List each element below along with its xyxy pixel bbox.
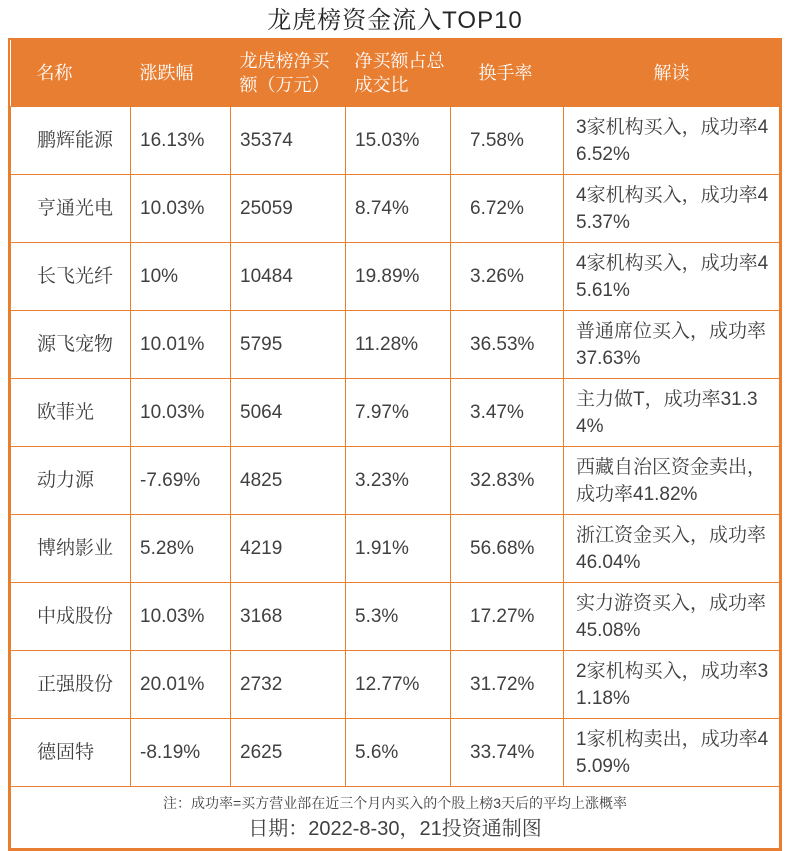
cell-turnover: 3.26% bbox=[451, 243, 564, 311]
cell-netbuy-ratio: 15.03% bbox=[346, 107, 451, 175]
cell-netbuy: 4825 bbox=[231, 447, 346, 515]
table-row bbox=[11, 515, 780, 583]
cell-turnover: 33.74% bbox=[451, 719, 564, 787]
table-row bbox=[11, 175, 780, 243]
cell-stock-name: 源飞宠物 bbox=[11, 311, 131, 379]
cell-comment: 浙江资金买入，成功率46.04% bbox=[564, 515, 780, 583]
footnote: 注：成功率=买方营业部在近三个月内买入的个股上榜3天后的平均上涨概率 bbox=[163, 795, 627, 811]
cell-comment: 2家机构买入，成功率31.18% bbox=[564, 651, 780, 719]
footer-row bbox=[11, 787, 780, 849]
cell-change: 10.03% bbox=[131, 583, 231, 651]
cell-comment: 实力游资买入，成功率45.08% bbox=[564, 583, 780, 651]
table-row bbox=[11, 107, 780, 175]
cell-netbuy-ratio: 11.28% bbox=[346, 311, 451, 379]
cell-netbuy-ratio: 5.3% bbox=[346, 583, 451, 651]
cell-netbuy: 5795 bbox=[231, 311, 346, 379]
cell-comment: 西藏自治区资金卖出，成功率41.82% bbox=[564, 447, 780, 515]
cell-netbuy-ratio: 12.77% bbox=[346, 651, 451, 719]
table-row bbox=[11, 447, 780, 515]
page-title: 龙虎榜资金流入TOP10 bbox=[267, 7, 523, 34]
cell-change: 10% bbox=[131, 243, 231, 311]
cell-change: -7.69% bbox=[131, 447, 231, 515]
table-row bbox=[11, 651, 780, 719]
table-row bbox=[11, 583, 780, 651]
column-header-netbuy: 龙虎榜净买额（万元） bbox=[231, 40, 346, 107]
cell-netbuy: 35374 bbox=[231, 107, 346, 175]
cell-change: 5.28% bbox=[131, 515, 231, 583]
top10-table-container bbox=[8, 38, 782, 851]
cell-comment: 1家机构卖出，成功率45.09% bbox=[564, 719, 780, 787]
column-header-comment: 解读 bbox=[564, 40, 780, 107]
cell-stock-name: 鹏辉能源 bbox=[11, 107, 131, 175]
cell-change: 10.03% bbox=[131, 175, 231, 243]
cell-netbuy: 2625 bbox=[231, 719, 346, 787]
footer-cell bbox=[11, 787, 780, 849]
cell-stock-name: 博纳影业 bbox=[11, 515, 131, 583]
column-header-netbuy-ratio: 净买额占总成交比 bbox=[346, 40, 451, 107]
table-row bbox=[11, 719, 780, 787]
cell-turnover: 56.68% bbox=[451, 515, 564, 583]
cell-netbuy-ratio: 7.97% bbox=[346, 379, 451, 447]
cell-netbuy-ratio: 3.23% bbox=[346, 447, 451, 515]
cell-netbuy: 5064 bbox=[231, 379, 346, 447]
cell-netbuy-ratio: 8.74% bbox=[346, 175, 451, 243]
cell-stock-name: 正强股份 bbox=[11, 651, 131, 719]
header-row bbox=[11, 40, 780, 107]
cell-change: -8.19% bbox=[131, 719, 231, 787]
cell-turnover: 3.47% bbox=[451, 379, 564, 447]
cell-change: 10.01% bbox=[131, 311, 231, 379]
table-header bbox=[11, 40, 780, 107]
cell-netbuy: 4219 bbox=[231, 515, 346, 583]
cell-change: 10.03% bbox=[131, 379, 231, 447]
cell-change: 20.01% bbox=[131, 651, 231, 719]
cell-comment: 主力做T，成功率31.34% bbox=[564, 379, 780, 447]
cell-turnover: 17.27% bbox=[451, 583, 564, 651]
cell-stock-name: 德固特 bbox=[11, 719, 131, 787]
column-header-change: 涨跌幅 bbox=[131, 40, 231, 107]
cell-netbuy: 25059 bbox=[231, 175, 346, 243]
cell-netbuy-ratio: 5.6% bbox=[346, 719, 451, 787]
cell-stock-name: 亨通光电 bbox=[11, 175, 131, 243]
cell-stock-name: 欧菲光 bbox=[11, 379, 131, 447]
cell-comment: 普通席位买入，成功率37.63% bbox=[564, 311, 780, 379]
cell-netbuy: 3168 bbox=[231, 583, 346, 651]
cell-netbuy: 10484 bbox=[231, 243, 346, 311]
cell-netbuy: 2732 bbox=[231, 651, 346, 719]
cell-turnover: 7.58% bbox=[451, 107, 564, 175]
cell-turnover: 6.72% bbox=[451, 175, 564, 243]
table-body bbox=[11, 107, 780, 849]
cell-turnover: 36.53% bbox=[451, 311, 564, 379]
date-credit: 日期：2022-8-30，21投资通制图 bbox=[248, 818, 542, 840]
table-row bbox=[11, 379, 780, 447]
cell-turnover: 31.72% bbox=[451, 651, 564, 719]
column-header-name: 名称 bbox=[11, 40, 131, 107]
cell-netbuy-ratio: 1.91% bbox=[346, 515, 451, 583]
cell-stock-name: 中成股份 bbox=[11, 583, 131, 651]
cell-stock-name: 动力源 bbox=[11, 447, 131, 515]
top10-table bbox=[10, 40, 780, 849]
table-row bbox=[11, 311, 780, 379]
cell-comment: 4家机构买入，成功率45.37% bbox=[564, 175, 780, 243]
cell-change: 16.13% bbox=[131, 107, 231, 175]
table-row bbox=[11, 243, 780, 311]
column-header-turnover: 换手率 bbox=[451, 40, 564, 107]
cell-comment: 3家机构买入，成功率46.52% bbox=[564, 107, 780, 175]
cell-netbuy-ratio: 19.89% bbox=[346, 243, 451, 311]
cell-stock-name: 长飞光纤 bbox=[11, 243, 131, 311]
cell-comment: 4家机构买入，成功率45.61% bbox=[564, 243, 780, 311]
cell-turnover: 32.83% bbox=[451, 447, 564, 515]
